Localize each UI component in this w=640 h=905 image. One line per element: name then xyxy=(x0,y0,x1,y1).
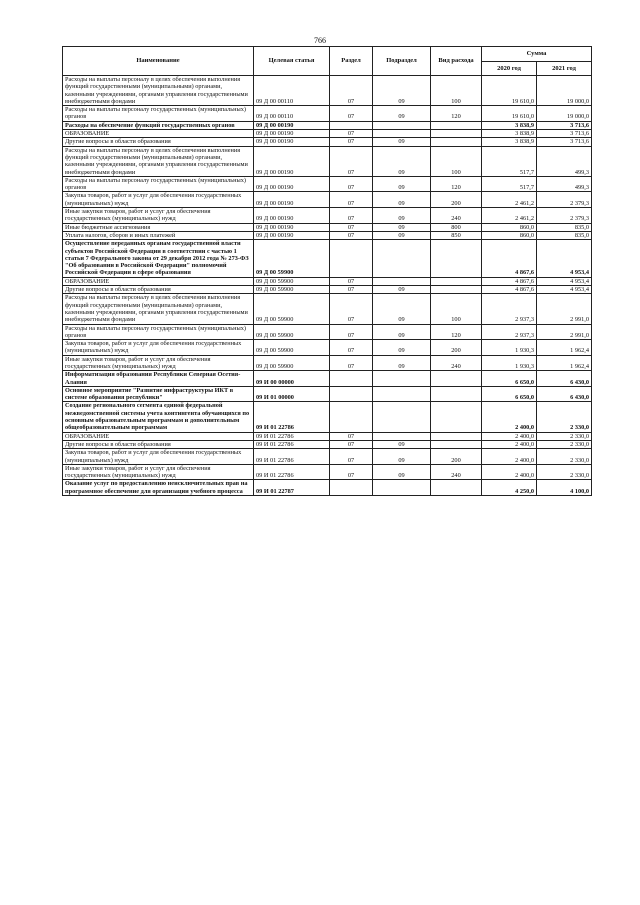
header-year-2020: 2020 год xyxy=(482,61,537,76)
cell-subsection: 09 xyxy=(373,449,431,465)
cell-section: 07 xyxy=(330,464,373,480)
table-row xyxy=(63,106,592,122)
cell-name: Иные закупки товаров, работ и услуг для обеспечения государственных (муниципальных) нужд xyxy=(63,355,254,371)
cell-2021: 2 330,0 xyxy=(537,464,592,480)
cell-expense-type: 850 xyxy=(431,231,482,239)
cell-2020: 4 867,6 xyxy=(482,240,537,277)
budget-table xyxy=(62,46,592,496)
cell-subsection: 09 xyxy=(373,340,431,356)
header-target: Целевая статья xyxy=(254,47,330,76)
cell-subsection: 09 xyxy=(373,294,431,324)
cell-target: 09 Д 00 59900 xyxy=(254,294,330,324)
cell-target: 09 И 01 22786 xyxy=(254,464,330,480)
cell-expense-type: 800 xyxy=(431,223,482,231)
cell-expense-type xyxy=(431,121,482,129)
cell-2021: 4 953,4 xyxy=(537,240,592,277)
cell-expense-type xyxy=(431,277,482,285)
cell-section: 07 xyxy=(330,324,373,340)
cell-section xyxy=(330,402,373,432)
cell-subsection: 09 xyxy=(373,146,431,176)
cell-section: 07 xyxy=(330,176,373,192)
cell-2021: 6 430,0 xyxy=(537,371,592,387)
cell-name: Информатизация образования Республики Северная Осетия-Алания xyxy=(63,371,254,387)
cell-2020: 6 650,0 xyxy=(482,371,537,387)
cell-expense-type: 120 xyxy=(431,106,482,122)
cell-name: Закупка товаров, работ и услуг для обеспечения государственных (муниципальных) нужд xyxy=(63,449,254,465)
cell-2021: 2 330,0 xyxy=(537,440,592,448)
cell-name: Другие вопросы в области образования xyxy=(63,286,254,294)
cell-target: 09 Д 00 00190 xyxy=(254,176,330,192)
cell-name: Иные закупки товаров, работ и услуг для обеспечения государственных (муниципальных) нужд xyxy=(63,208,254,224)
cell-target: 09 Д 00 00190 xyxy=(254,138,330,146)
cell-section: 07 xyxy=(330,286,373,294)
cell-target: 09 И 01 22786 xyxy=(254,432,330,440)
cell-2020: 517,7 xyxy=(482,146,537,176)
cell-section: 07 xyxy=(330,355,373,371)
cell-target: 09 И 00 00000 xyxy=(254,371,330,387)
cell-subsection: 09 xyxy=(373,208,431,224)
cell-name: Расходы на выплаты персоналу в целях обеспечения выполнения функций государственными (муниципальными) органами, казенными учреждениями, органами управления государственными внебюджетными фондами xyxy=(63,76,254,106)
cell-target: 09 И 01 22786 xyxy=(254,449,330,465)
cell-subsection: 09 xyxy=(373,106,431,122)
cell-section: 07 xyxy=(330,76,373,106)
cell-section xyxy=(330,121,373,129)
cell-2020: 3 838,9 xyxy=(482,130,537,138)
cell-name: Основное мероприятие "Развитие инфраструктуры ИКТ в системе образования республики" xyxy=(63,386,254,402)
cell-section: 07 xyxy=(330,440,373,448)
table-row xyxy=(63,371,592,387)
cell-2020: 1 930,3 xyxy=(482,355,537,371)
cell-2020: 2 400,0 xyxy=(482,464,537,480)
cell-2021: 2 330,0 xyxy=(537,432,592,440)
cell-subsection: 09 xyxy=(373,440,431,448)
cell-section xyxy=(330,480,373,496)
cell-section: 07 xyxy=(330,192,373,208)
header-subsection: Подраздел xyxy=(373,47,431,76)
header-expense-type: Вид расхода xyxy=(431,47,482,76)
table-row xyxy=(63,324,592,340)
cell-subsection xyxy=(373,371,431,387)
cell-expense-type xyxy=(431,402,482,432)
table-row xyxy=(63,121,592,129)
cell-section xyxy=(330,240,373,277)
page-number: 766 xyxy=(314,36,326,45)
table-row xyxy=(63,286,592,294)
cell-expense-type xyxy=(431,386,482,402)
table-row xyxy=(63,386,592,402)
table-row xyxy=(63,176,592,192)
table-row xyxy=(63,432,592,440)
cell-2021: 19 000,0 xyxy=(537,76,592,106)
cell-target: 09 И 01 22787 xyxy=(254,480,330,496)
cell-subsection xyxy=(373,121,431,129)
cell-expense-type xyxy=(431,371,482,387)
cell-name: Расходы на выплаты персоналу в целях обеспечения выполнения функций государственными (муниципальными) органами, казенными учреждениями, органами управления государственными внебюджетными фондами xyxy=(63,146,254,176)
cell-expense-type: 100 xyxy=(431,76,482,106)
cell-2021: 3 713,6 xyxy=(537,121,592,129)
cell-2021: 499,3 xyxy=(537,146,592,176)
cell-target: 09 Д 00 00190 xyxy=(254,121,330,129)
header-year-2021: 2021 год xyxy=(537,61,592,76)
cell-2020: 2 400,0 xyxy=(482,402,537,432)
cell-name: Другие вопросы в области образования xyxy=(63,138,254,146)
cell-2020: 2 400,0 xyxy=(482,432,537,440)
cell-target: 09 Д 00 59900 xyxy=(254,340,330,356)
cell-expense-type: 120 xyxy=(431,176,482,192)
cell-2020: 2 461,2 xyxy=(482,192,537,208)
cell-name: Расходы на выплаты персоналу государственных (муниципальных) органов xyxy=(63,176,254,192)
cell-expense-type: 240 xyxy=(431,464,482,480)
cell-name: Расходы на обеспечение функций государственных органов xyxy=(63,121,254,129)
cell-target: 09 Д 00 59900 xyxy=(254,324,330,340)
cell-subsection xyxy=(373,277,431,285)
cell-expense-type: 100 xyxy=(431,294,482,324)
table-row xyxy=(63,449,592,465)
cell-2021: 499,3 xyxy=(537,176,592,192)
cell-name: Осуществление переданных органам государственной власти субъектов Российской Федерации в соответствии с частью 1 статьи 7 Федерального закона от 29 декабря 2012 года № 273-ФЗ "Об образовании в Российской Федерации" полномочий Российской Федерации в сфере образования xyxy=(63,240,254,277)
cell-section: 07 xyxy=(330,208,373,224)
table-row xyxy=(63,231,592,239)
cell-2021: 2 379,3 xyxy=(537,208,592,224)
cell-name: Закупка товаров, работ и услуг для обеспечения государственных (муниципальных) нужд xyxy=(63,192,254,208)
table-row xyxy=(63,480,592,496)
cell-2020: 2 461,2 xyxy=(482,208,537,224)
cell-section xyxy=(330,386,373,402)
cell-section: 07 xyxy=(330,449,373,465)
table-row xyxy=(63,138,592,146)
cell-target: 09 И 01 00000 xyxy=(254,386,330,402)
cell-name: Иные бюджетные ассигнования xyxy=(63,223,254,231)
header-section: Раздел xyxy=(330,47,373,76)
header-sum: Сумма xyxy=(482,47,592,62)
table-row xyxy=(63,240,592,277)
cell-2020: 2 937,3 xyxy=(482,324,537,340)
cell-target: 09 Д 00 59900 xyxy=(254,286,330,294)
cell-section xyxy=(330,371,373,387)
cell-2021: 2 379,3 xyxy=(537,192,592,208)
table-row xyxy=(63,440,592,448)
cell-2020: 2 400,0 xyxy=(482,449,537,465)
cell-subsection xyxy=(373,402,431,432)
cell-section: 07 xyxy=(330,138,373,146)
cell-section: 07 xyxy=(330,146,373,176)
cell-2020: 1 930,3 xyxy=(482,340,537,356)
table-row xyxy=(63,208,592,224)
cell-section: 07 xyxy=(330,432,373,440)
cell-subsection: 09 xyxy=(373,138,431,146)
cell-subsection: 09 xyxy=(373,355,431,371)
cell-expense-type xyxy=(431,130,482,138)
cell-expense-type xyxy=(431,286,482,294)
cell-name: ОБРАЗОВАНИЕ xyxy=(63,432,254,440)
cell-2020: 4 250,0 xyxy=(482,480,537,496)
cell-2021: 4 953,4 xyxy=(537,277,592,285)
cell-expense-type: 240 xyxy=(431,355,482,371)
cell-expense-type xyxy=(431,240,482,277)
cell-name: Уплата налогов, сборов и иных платежей xyxy=(63,231,254,239)
cell-expense-type: 100 xyxy=(431,146,482,176)
cell-2020: 19 610,0 xyxy=(482,106,537,122)
cell-name: Создание регионального сегмента единой федеральной межведомственной системы учета контингента обучающихся по основным образовательным программам и дополнительным общеобразовательным программам xyxy=(63,402,254,432)
cell-2021: 2 991,0 xyxy=(537,324,592,340)
cell-name: Оказание услуг по предоставлению неисключительных прав на программное обеспечение для организации учебного процесса xyxy=(63,480,254,496)
cell-target: 09 Д 00 00190 xyxy=(254,231,330,239)
cell-expense-type: 200 xyxy=(431,449,482,465)
cell-2020: 4 867,6 xyxy=(482,277,537,285)
cell-target: 09 И 01 22786 xyxy=(254,402,330,432)
cell-2020: 860,0 xyxy=(482,231,537,239)
table-row xyxy=(63,277,592,285)
cell-2020: 3 838,9 xyxy=(482,138,537,146)
table-row xyxy=(63,340,592,356)
cell-2021: 6 430,0 xyxy=(537,386,592,402)
cell-target: 09 Д 00 00190 xyxy=(254,208,330,224)
cell-2020: 517,7 xyxy=(482,176,537,192)
cell-subsection xyxy=(373,432,431,440)
cell-target: 09 Д 00 59900 xyxy=(254,355,330,371)
table-row xyxy=(63,294,592,324)
cell-section: 07 xyxy=(330,106,373,122)
cell-subsection: 09 xyxy=(373,176,431,192)
cell-section: 07 xyxy=(330,231,373,239)
cell-subsection: 09 xyxy=(373,286,431,294)
cell-name: Расходы на выплаты персоналу государственных (муниципальных) органов xyxy=(63,324,254,340)
cell-name: Расходы на выплаты персоналу в целях обеспечения выполнения функций государственными (муниципальными) органами, казенными учреждениями, органами управления государственными внебюджетными фондами xyxy=(63,294,254,324)
cell-2020: 2 937,3 xyxy=(482,294,537,324)
cell-name: Закупка товаров, работ и услуг для обеспечения государственных (муниципальных) нужд xyxy=(63,340,254,356)
cell-subsection: 09 xyxy=(373,76,431,106)
cell-section: 07 xyxy=(330,223,373,231)
cell-target: 09 Д 00 59900 xyxy=(254,240,330,277)
cell-name: Расходы на выплаты персоналу государственных (муниципальных) органов xyxy=(63,106,254,122)
cell-2021: 2 330,0 xyxy=(537,402,592,432)
cell-2021: 3 713,6 xyxy=(537,138,592,146)
cell-subsection xyxy=(373,386,431,402)
header-name: Наименование xyxy=(63,47,254,76)
cell-subsection: 09 xyxy=(373,223,431,231)
cell-subsection: 09 xyxy=(373,192,431,208)
cell-expense-type xyxy=(431,440,482,448)
cell-section: 07 xyxy=(330,277,373,285)
table-row xyxy=(63,130,592,138)
table-row xyxy=(63,146,592,176)
cell-target: 09 Д 00 00110 xyxy=(254,106,330,122)
cell-section: 07 xyxy=(330,294,373,324)
cell-subsection xyxy=(373,130,431,138)
cell-2020: 2 400,0 xyxy=(482,440,537,448)
cell-2021: 4 100,0 xyxy=(537,480,592,496)
cell-subsection xyxy=(373,480,431,496)
cell-2021: 19 000,0 xyxy=(537,106,592,122)
table-row xyxy=(63,355,592,371)
table-row xyxy=(63,464,592,480)
cell-name: ОБРАЗОВАНИЕ xyxy=(63,277,254,285)
cell-expense-type xyxy=(431,432,482,440)
cell-target: 09 Д 00 00190 xyxy=(254,130,330,138)
cell-subsection: 09 xyxy=(373,464,431,480)
cell-target: 09 Д 00 59900 xyxy=(254,277,330,285)
cell-expense-type: 200 xyxy=(431,340,482,356)
cell-subsection: 09 xyxy=(373,324,431,340)
cell-subsection: 09 xyxy=(373,231,431,239)
cell-2021: 2 330,0 xyxy=(537,449,592,465)
cell-2021: 4 953,4 xyxy=(537,286,592,294)
cell-target: 09 Д 00 00190 xyxy=(254,192,330,208)
cell-2020: 6 650,0 xyxy=(482,386,537,402)
table-row xyxy=(63,76,592,106)
table-body xyxy=(63,76,592,496)
cell-2021: 2 991,0 xyxy=(537,294,592,324)
cell-2020: 3 838,9 xyxy=(482,121,537,129)
cell-2021: 3 713,6 xyxy=(537,130,592,138)
cell-target: 09 Д 00 00110 xyxy=(254,76,330,106)
cell-target: 09 Д 00 00190 xyxy=(254,146,330,176)
cell-target: 09 И 01 22786 xyxy=(254,440,330,448)
cell-2021: 835,0 xyxy=(537,231,592,239)
table-row xyxy=(63,223,592,231)
cell-2021: 835,0 xyxy=(537,223,592,231)
cell-2021: 1 962,4 xyxy=(537,340,592,356)
cell-expense-type: 120 xyxy=(431,324,482,340)
cell-2020: 860,0 xyxy=(482,223,537,231)
cell-expense-type xyxy=(431,480,482,496)
cell-expense-type: 200 xyxy=(431,192,482,208)
cell-2021: 1 962,4 xyxy=(537,355,592,371)
cell-expense-type xyxy=(431,138,482,146)
table-row xyxy=(63,192,592,208)
cell-name: Другие вопросы в области образования xyxy=(63,440,254,448)
cell-section: 07 xyxy=(330,340,373,356)
cell-name: Иные закупки товаров, работ и услуг для обеспечения государственных (муниципальных) нужд xyxy=(63,464,254,480)
cell-name: ОБРАЗОВАНИЕ xyxy=(63,130,254,138)
cell-2020: 4 867,6 xyxy=(482,286,537,294)
cell-2020: 19 610,0 xyxy=(482,76,537,106)
table-row xyxy=(63,402,592,432)
cell-subsection xyxy=(373,240,431,277)
cell-expense-type: 240 xyxy=(431,208,482,224)
cell-target: 09 Д 00 00190 xyxy=(254,223,330,231)
cell-section: 07 xyxy=(330,130,373,138)
